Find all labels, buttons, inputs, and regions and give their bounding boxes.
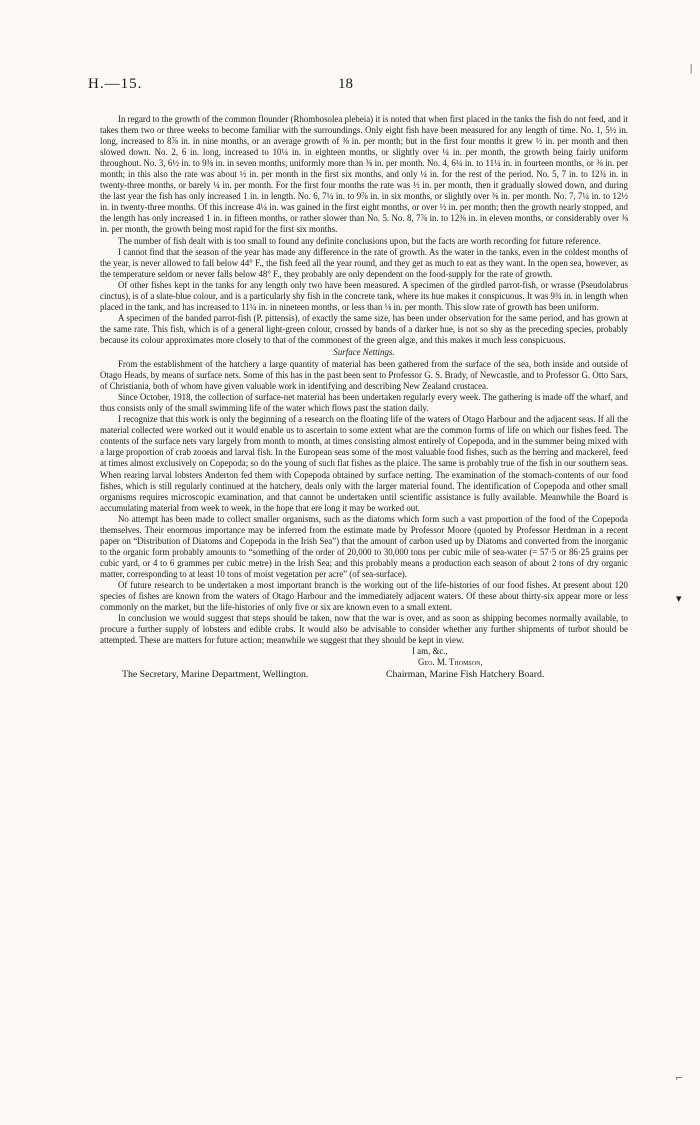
signer-name: Geo. M. Thomson,	[418, 657, 483, 668]
page-header	[88, 76, 648, 98]
paragraph-surface-nets: From the establishment of the hatchery a large quantity of material has been gathered from the surface of the sea, both inside and outside of Otago Heads, by means of surface nets. Some of this has in the past been sent to Professor G. S. Brady, of Newcastle, and to Professor G. Otto Sars, of Christiania, both of whom have given valuable work in identifying and describing New Zealand crustacea.	[100, 359, 628, 392]
paragraph-girdled-parrot-fish: Of other fishes kept in the tanks for any length only two have been measured. A specimen of the girdled parrot-fish, or wrasse (Pseudolabrus cinctus), is of a slate-blue colour, and is a particularly shy fish in the concrete tank, where its hue makes it conspicuous. It was 9¾ in. in length when placed in the tank, and has increased to 11¼ in. in nineteen months, or less than ⅛ in. per month. This slow rate of growth has been uniform.	[100, 279, 628, 312]
edge-mark-bottom: ⌐	[676, 1072, 683, 1084]
signature-row	[100, 669, 628, 683]
signoff-block	[100, 646, 628, 683]
page-number: 18	[338, 76, 353, 92]
signer-title: Chairman, Marine Fish Hatchery Board.	[386, 669, 545, 681]
addressee: The Secretary, Marine Department, Wellington.	[122, 669, 309, 681]
paragraph-conclusion: In conclusion we would suggest that steps should be taken, now that the war is over, and as soon as shipping becomes normally available, to procure a further supply of lobsters and edible crabs. It would also be advisable to consider whether any further shipments of turbot should be attempted. These are matters for future action; meanwhile we suggest that they should be kept in view.	[100, 613, 628, 646]
paragraph-season: I cannot find that the season of the year has made any difference in the rate of growth. As the water in the tanks, even in the coldest months of the year, is never allowed to fall below 44° F., the fish feed all the year round, and they get as much to eat as they want. In the open sea, however, as the temperature seldom or never falls below 48° F., they probably are only dependent on the food-supply for the rate of growth.	[100, 246, 628, 279]
paragraph-research-beginning: I recognize that this work is only the beginning of a research on the floating life of the waters of Otago Harbour and the adjacent seas. If all the material collected were worked out it would enable us to ascertain to some extent what are the common forms of life on which our fishes feed. The contents of the surface nets vary largely from month to month, at times consisting almost entirely of Copepoda, and in the summer being mixed with a large proportion of crab zooeas and larval fish. In the European seas some of the most valuable food fishes, such as the herring and mackerel, feed at times almost exclusively on Copepoda; so do the young of such flat fishes as the plaice. The same is probably true of the fish in our southern seas. When rearing larval lobsters Anderton fed them with Copepoda obtained by surface netting. The examination of the stomach-contents of our food fishes, which is still regularly continued at the hatchery, deals only with the larger material found. The identification of Copepoda and other small organisms requires microscopic examination, and that cannot be undertaken until scientific assistance is fully available. Meanwhile the Board is accumulating material from week to week, in the hope that ere long it may be worked out.	[100, 414, 628, 513]
report-reference: H.—15.	[88, 76, 143, 92]
edge-mark-top: |	[690, 62, 693, 74]
document-body	[100, 114, 628, 683]
paragraph-weekly-collection: Since October, 1918, the collection of surface-net material has been undertaken regularly every week. The gathering is made off the wharf, and thus consists only of the small swimming life of the water which flows past the station daily.	[100, 392, 628, 414]
paragraph-future-research: Of future research to be undertaken a most important branch is the working out of the life-histories of our food fishes. At present about 120 species of fishes are known from the waters of Otago Harbour and the immediately adjacent waters. Of these about thirty-six appear more or less commonly on the market, but the life-histories of only five or six are known even to a small extent.	[100, 579, 628, 613]
paragraph-diatoms: No attempt has been made to collect smaller organisms, such as the diatoms which form such a vast proportion of the food of the Copepoda themselves. Their enormous importance may be inferred from the estimate made by Professor Moore (quoted by Professor Herdman in a recent paper on “Distribution of Diatoms and Copepoda in the Irish Sea”) that the amount of carbon used up by Diatoms and converted from the inorganic to the organic form probably amounts to “something of the order of 20,000 to 30,000 tons per cubic mile of sea-water (= 57·5 or 86·25 grains per cubic yard, or 4 to 6 grammes per cubic metre) in the Irish Sea; and this probably means a production each season of about 2 tons of dry organic matter, corresponding to at least 10 tons of moist vegetation per acre” (of sea-surface).	[100, 513, 628, 579]
paragraph-banded-parrot-fish: A specimen of the banded parrot-fish (P. pittensis), of exactly the same size, has been under observation for the same period, and has grown at the same rate. This fish, which is of a general light-green colour, crossed by bands of a darker hue, is not so shy as the preceding species, probably because its colour approximates more closely to that of the commonest of the green algæ, and this makes it much less conspicuous.	[100, 312, 628, 345]
paragraph-flounder-growth: In regard to the growth of the common flounder (Rhombosolea plebeia) it is noted that when first placed in the tanks the fish do not feed, and it takes them two or three weeks to become familiar with the surroundings. Only eight fish have been measured for any length of time. No. 1, 5½ in. long, increased to 8⅞ in. in nine months, or an average growth of ⅜ in. per month; but in the first four months it grew ½ in. per month and then slowed down. No. 2, 6 in. long, increased to 10¼ in. in eighteen months, or slightly over ¼ in. per month, the growth being fairly uniform throughout. No. 3, 6½ in. to 9⅜ in. in seven months, uniformly more than ⅜ in. per month. No. 4, 6¼ in. to 11¼ in. in fourteen months, or ⅜ in. per month; in this also the rate was about ½ in. per month in the first six months, and only ¼ in. for the rest of the period. No. 5, 7 in. to 12¾ in. in twenty-three months, or barely ¼ in. per month. For the first four months the rate was ½ in. per month, then it gradually slowed down, and during the last year the fish has only increased 1 in. in length. No. 6, 7¼ in. to 9⅞ in. in six months, or slightly over ⅜ in. per month. No. 7, 7¼ in. to 12½ in. in twenty-three months. Of this increase 4¼ in. was gained in the first eight months, or over ½ in. per month; then the growth nearly stopped, and the length has only increased 1 in. in fifteen months, or rather slower than No. 5. No. 8, 7⅞ in. to 12⅜ in. in eleven months, or considerably over ⅜ in. per month, the growth being most rapid for the first six months.	[100, 114, 628, 235]
margin-arrow-mark: ▾	[676, 593, 682, 605]
closing-line: I am, &c.,	[412, 646, 448, 657]
section-heading: Surface Nettings.	[333, 346, 395, 357]
paragraph-sample-size: The number of fish dealt with is too small to found any definite conclusions upon, but the facts are worth recording for future reference.	[118, 235, 601, 246]
